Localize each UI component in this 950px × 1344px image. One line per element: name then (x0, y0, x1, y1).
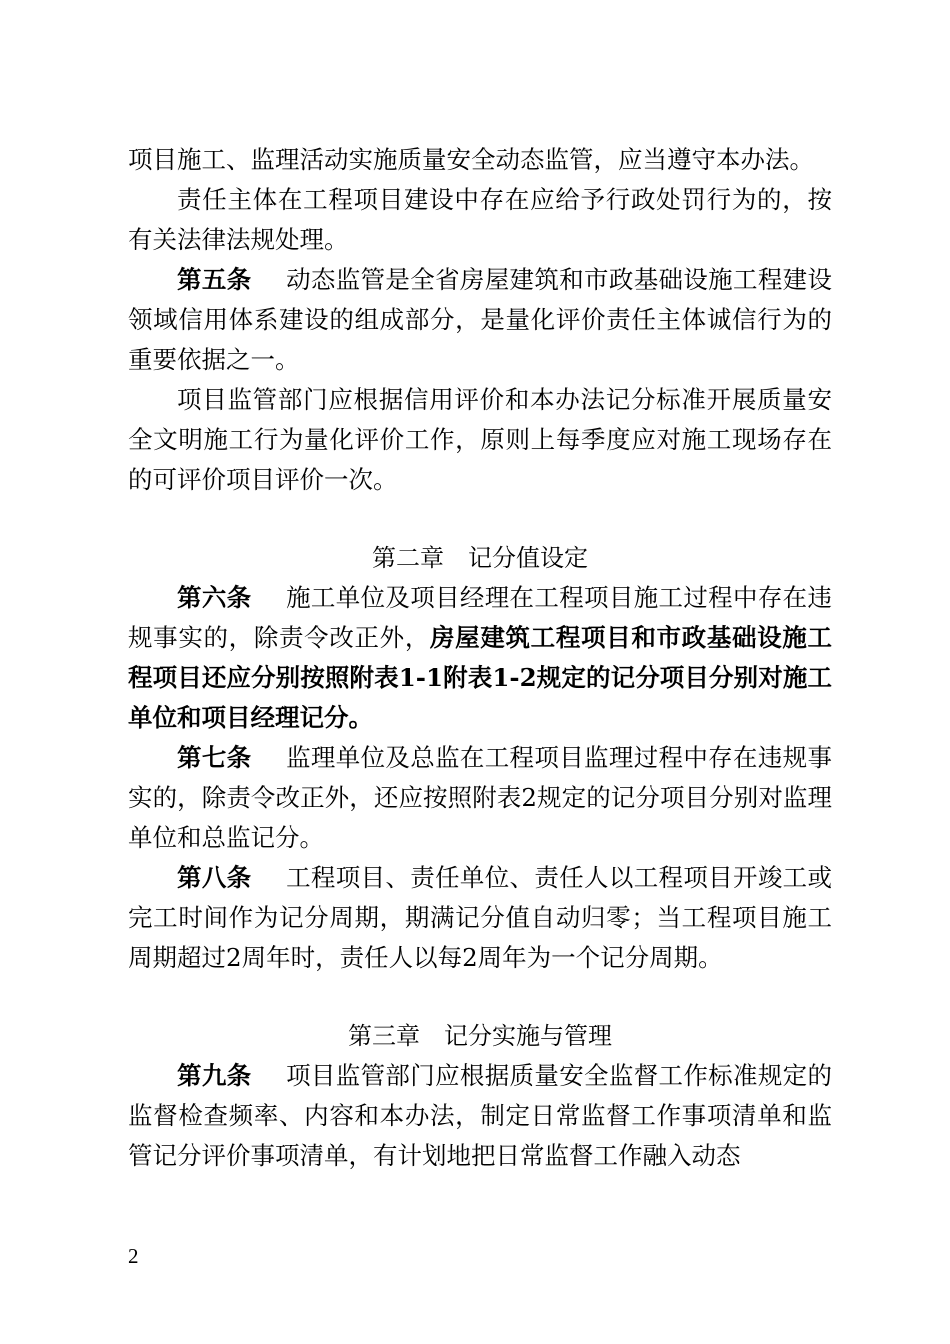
article-6-text: 施工单位及项目经理在工程项目施工过程中存在违规事实的，除责令改正外， (128, 583, 832, 652)
article-8-text: 工程项目、责任单位、责任人以工程项目开竣工或完工时间作为记分周期，期满记分值自动归零；当工程项目施工周期超过2周年时，责任人以每2周年为一个记分周期。 (128, 863, 832, 972)
article-5 (128, 260, 832, 380)
chapter-2-title: 记分值设定 (468, 544, 588, 572)
paragraph-evaluation: 项目监管部门应根据信用评价和本办法记分标准开展质量安全文明施工行为量化评价工作，原则上每季度应对施工现场存在的可评价项目评价一次。 (128, 385, 832, 494)
article-5-text: 动态监管是全省房屋建筑和市政基础设施工程建设领域信用体系建设的组成部分，是量化评价责任主体诚信行为的重要依据之一。 (128, 265, 832, 374)
chapter-2-number: 第二章 (372, 544, 444, 572)
page-number: 2 (128, 1244, 139, 1268)
paragraph-penalty: 责任主体在工程项目建设中存在应给予行政处罚行为的，按有关法律法规处理。 (128, 185, 832, 254)
article-6-bold-text: 房屋建筑工程项目和市政基础设施工程项目还应分别按照附表1-1附表1-2规定的记分项目分别对施工单位和项目经理记分。 (128, 623, 832, 732)
article-8 (128, 858, 832, 978)
chapter-3-title: 记分实施与管理 (444, 1022, 612, 1050)
chapter-2-heading (128, 538, 832, 578)
article-5-label: 第五条 (177, 265, 252, 294)
article-6 (128, 578, 832, 738)
document-body (128, 140, 832, 1176)
article-9-text: 项目监管部门应根据质量安全监督工作标准规定的监督检查频率、内容和本办法，制定日常监督工作事项清单和监管记分评价事项清单，有计划地把日常监督工作融入动态 (128, 1061, 832, 1170)
article-9 (128, 1056, 832, 1176)
article-9-label: 第九条 (177, 1061, 252, 1090)
paragraph-continuation: 项目施工、监理活动实施质量安全动态监管，应当遵守本办法。 (128, 145, 814, 174)
article-7-text: 监理单位及总监在工程项目监理过程中存在违规事实的，除责令改正外，还应按照附表2规定的记分项目分别对监理单位和总监记分。 (128, 743, 832, 852)
article-7-label: 第七条 (177, 743, 252, 772)
chapter-3-heading (128, 1016, 832, 1056)
article-6-label: 第六条 (177, 583, 252, 612)
article-7 (128, 738, 832, 858)
article-8-label: 第八条 (177, 863, 252, 892)
chapter-3-number: 第三章 (348, 1022, 420, 1050)
